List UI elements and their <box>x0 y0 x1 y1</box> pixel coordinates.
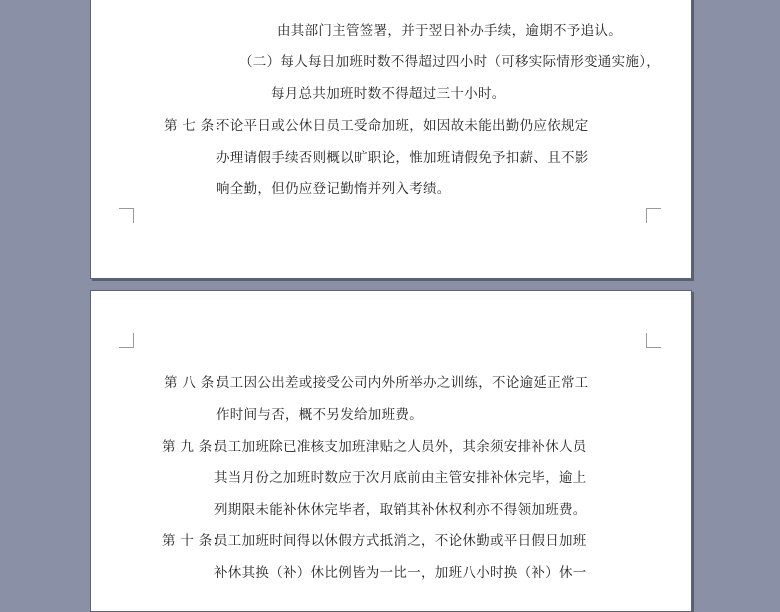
text-line: （二）每人每日加班时数不得超过四小时（可移实际情形变通实施）， <box>239 54 661 70</box>
document-page-1 <box>90 0 692 279</box>
article-label: 第 十 条： <box>162 533 227 549</box>
text-line: 其当月份之加班时数应于次月底前由主管安排补休完毕，逾上 <box>214 470 587 486</box>
text-line: 办理请假手续否则概以旷职论，惟加班请假免予扣薪、且不影 <box>216 150 589 166</box>
margin-corner-mark <box>646 208 661 223</box>
text-line: 每月总共加班时数不得超过三十小时。 <box>271 86 506 102</box>
text-line: 不论平日或公休日员工受命加班，如因故未能出勤仍应依规定 <box>216 118 589 134</box>
text-line: 响全勤，但仍应登记勤惰并列入考绩。 <box>216 181 451 197</box>
document-page-2 <box>90 290 692 612</box>
margin-corner-mark <box>119 208 134 223</box>
article-label: 第 七 条： <box>164 118 229 134</box>
text-line: 列期限未能补休休完毕者，取销其补休权利亦不得领加班费。 <box>214 502 587 518</box>
text-line: 补休其换（补）休比例皆为一比一，加班八小时换（补）休一 <box>214 565 587 581</box>
text-line: 员工因公出差或接受公司内外所举办之训练，不论逾延正常工 <box>216 375 589 391</box>
text-line: 员工加班时间得以休假方式抵消之，不论休勤或平日假日加班 <box>214 533 587 549</box>
article-label: 第 八 条： <box>164 375 229 391</box>
article-label: 第 九 条： <box>162 439 227 455</box>
text-line: 员工加班除已准核支加班津贴之人员外，其余须安排补休人员 <box>214 439 587 455</box>
text-line: 由其部门主管签署，并于翌日补办手续，逾期不予追认。 <box>277 23 622 39</box>
margin-corner-mark <box>119 333 134 348</box>
margin-corner-mark <box>646 333 661 348</box>
text-line: 作时间与否，概不另发给加班费。 <box>216 407 423 423</box>
